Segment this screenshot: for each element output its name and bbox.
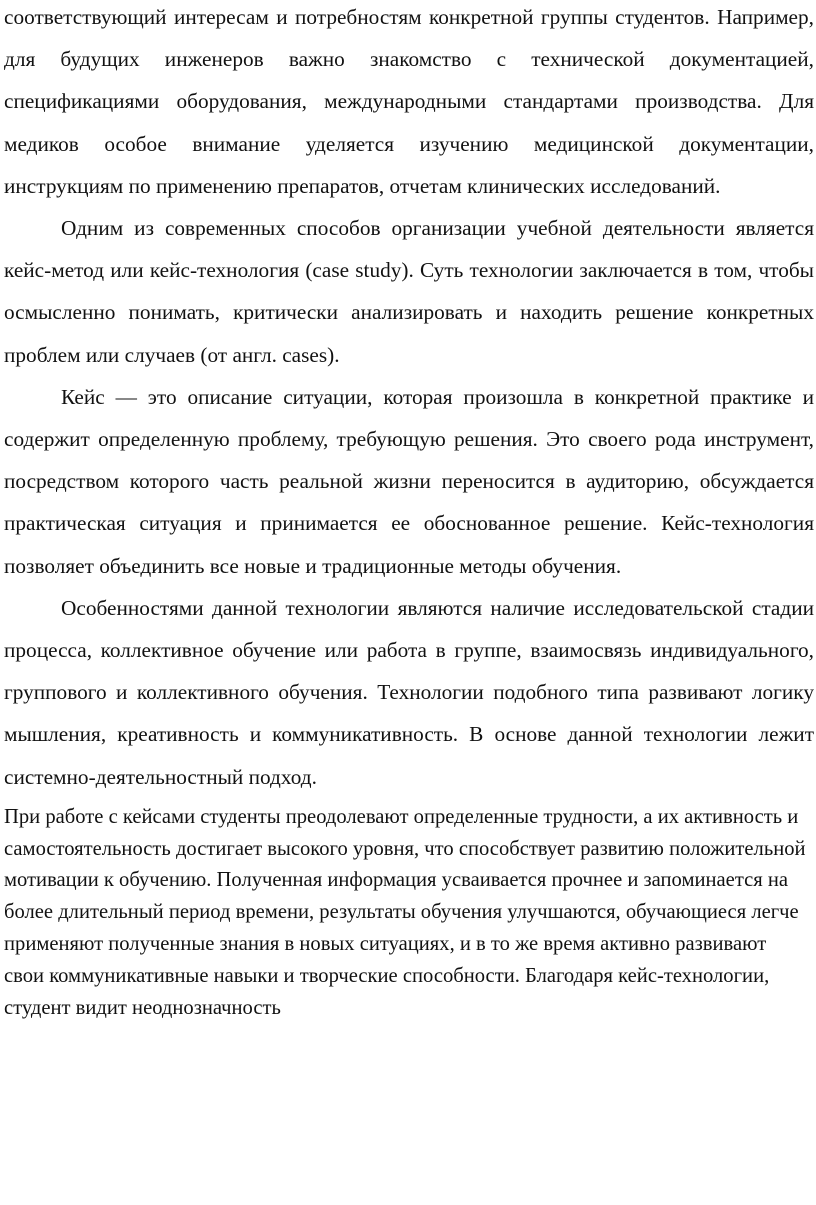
paragraph-continuation: соответствующий интересам и потребностям конкретной группы студентов. Например, для будущих инженеров важно знакомство с технической документацией, спецификациями оборудования, международными стандартами производства. Для медиков особое внимание уделяется изучению медицинской документации, инструкциям по применению препаратов, отчетам клинических исследований.	[4, 5, 814, 198]
paragraph-technology-features: Особенностями данной технологии являются наличие исследовательской стадии процесса, коллективное обучение или работа в группе, взаимосвязь индивидуального, группового и коллективного обучения. Технологии подобного типа развивают логику мышления, креативность и коммуникативность. В основе данной технологии лежит системно-деятельностный подход.	[4, 595, 814, 789]
paragraph-case-definition: Кейс — это описание ситуации, которая произошла в конкретной практике и содержит определенную проблему, требующую решения. Это своего рода инструмент, посредством которого часть реальной жизни переносится в аудиторию, обсуждается практическая ситуация и принимается ее обоснованное решение. Кейс-технология позволяет объединить все новые и традиционные методы обучения.	[4, 384, 814, 578]
paragraph-working-with-cases: При работе с кейсами студенты преодолевают определенные трудности, а их активность и самостоятельность достигает высокого уровня, что способствует развитию положительной мотивации к обучению. Полученная информация усваивается прочнее и запоминается на более длительный период времени, результаты обучения улучшаются, обучающиеся легче применяют полученные знания в новых ситуациях, и в то же время активно развивают свои коммуникативные навыки и творческие способности. Благодаря кейс-технологии, студент видит неоднозначность	[4, 805, 806, 1019]
paragraph-case-method-intro: Одним из современных способов организации учебной деятельности является кейс-метод или кейс-технология (case study). Суть технологии заключается в том, чтобы осмысленно понимать, критически анализировать и находить решение конкретных проблем или случаев (от англ. cases).	[4, 216, 814, 367]
